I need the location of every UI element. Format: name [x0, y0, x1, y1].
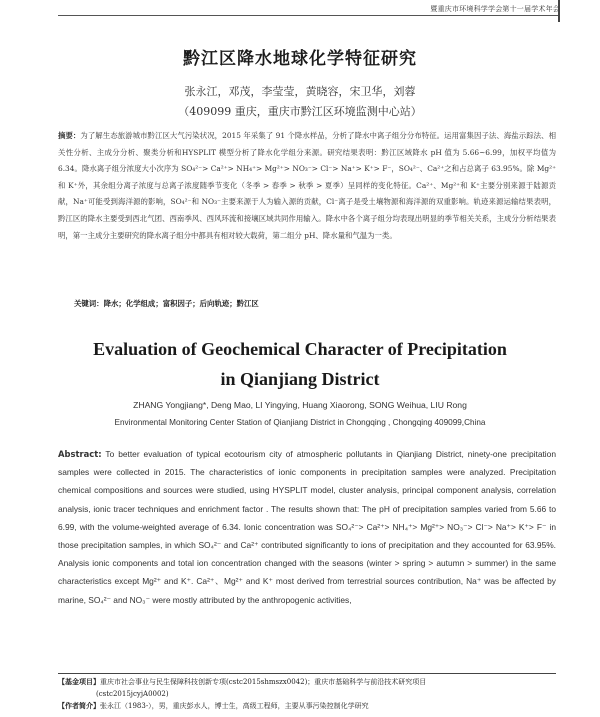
chinese-keywords-label: 关键词：	[74, 299, 104, 308]
running-header: 暨重庆市环境科学学会第十一届学术年会	[430, 5, 560, 13]
english-abstract	[58, 445, 556, 609]
footnotes	[58, 676, 568, 712]
author-footnote	[58, 700, 568, 712]
footnote-rule	[58, 673, 556, 674]
english-affiliation: Environmental Monitoring Center Station of Qianjiang District in Chongqing , Chongqing 409099,China	[114, 418, 486, 427]
author-bio: 张永江（1983-），男，重庆彭水人，博士生，高级工程师，主要从事污染控制化学研究	[100, 702, 369, 710]
english-title	[0, 334, 600, 394]
english-title-line-2: in Qianjiang District	[220, 369, 380, 389]
chinese-abstract	[58, 128, 556, 244]
page-edge-mark	[558, 0, 566, 22]
chinese-keywords-text: 降水；化学组成；富积因子；后向轨迹；黔江区	[103, 299, 259, 308]
english-title-line-1: Evaluation of Geochemical Character of Precipitation	[93, 339, 507, 359]
fund-footnote	[58, 676, 568, 688]
fund-label: 【基金项目】	[58, 678, 100, 686]
chinese-abstract-label: 摘要：	[58, 131, 81, 140]
chinese-affiliation: （409099 重庆，重庆市黔江区环境监测中心站）	[178, 105, 422, 118]
header-rule	[58, 15, 560, 16]
fund-line-2: (cstc2015jcyjA0002)	[96, 690, 169, 698]
english-abstract-label: Abstract:	[58, 449, 102, 459]
fund-line-1: 重庆市社会事业与民生保障科技创新专项(cstc2015shmszx0042)；重庆市基础科学与前沿技术研究项目	[100, 678, 427, 686]
author-label: 【作者简介】	[58, 702, 100, 710]
chinese-authors: 张永江，邓茂，李莹莹，黄晓容，宋卫华，刘蓉	[184, 85, 416, 98]
chinese-title: 黔江区降水地球化学特征研究	[183, 49, 417, 69]
chinese-abstract-text: 为了解生态旅游城市黔江区大气污染状况，2015 年采集了 91 个降水样品，分析了降水中离子组分分布特征。运用富集因子法、海盐示踪法、相关性分析、主成分分析、聚类分析和HYSPLIT 模型分析了降水化学组分来源。研究结果表明：黔江区域降水 pH 值为 5.66~6.99，加权平均值为 6.34。降水离子组分浓度大小次序为 SO₄²⁻> Ca²⁺> NH₄⁺> Mg²⁺> NO₃⁻> Cl⁻> Na⁺> K⁺> F⁻，SO₄²⁻、Ca²⁺之和占总离子 63.95%。除 Mg²⁺和 K⁺外，其余组分离子浓度与总离子浓度随季节变化（冬季 > 春季 > 秋季 > 夏季）呈同样的变化特征。Ca²⁺、Mg²⁺和 K⁺主要分别来源于陆源贡献，Na⁺可能受到海洋源的影响，SO₄²⁻和 NO₃⁻主要来源于人为输入源的贡献，Cl⁻离子是受土壤物源和海洋源的双重影响。轨迹来源运输结果表明，黔江区的降水主要受到西北气团、西南季风、西风环流和接壤区域共同作用输入。降水中各个离子组分均表现出明显的季节相关关系，主成分分析结果表明，第一主成分主要研究的降水离子组分中都具有相对较大载荷，第二组分 pH、降水量和气温为一类。	[58, 131, 556, 240]
english-authors: ZHANG Yongjiang*, Deng Mao, LI Yingying, Huang Xiaorong, SONG Weihua, LIU Rong	[133, 400, 467, 410]
chinese-keywords	[74, 298, 259, 309]
english-abstract-text: To better evaluation of typical ecotourism city of atmospheric pollutants in Qianjiang District, ninety-one precipitation samples were collected in 2015. The characteristics of ionic components in precipitation samples were analyzed. Precipitation chemical compositions and sources were studied, using HYSPLIT model, cluster analysis, principal component analysis, correlation analysis, ionic tracer techniques and enrichment factor . The results shown that: The pH of precipitation samples varied from 5.66 to 6.99, with the volume-weighted average of 6.34. Ionic concentration was SO₄²⁻> Ca²⁺> NH₄⁺> Mg²⁺> NO₃⁻> Cl⁻> Na⁺> K⁺> F⁻ in those precipitation samples, in which SO₄²⁻ and Ca²⁺ contributed significantly to ions of precipitation and they accounted for 63.95%. Analysis ionic components and total ion concentration changed with the seasons (winter > spring > autumn > summer) in the same characteristics except Mg²⁺ and K⁺. Ca²⁺、Mg²⁺ and K⁺ most derived from terrestrial sources contribution, Na⁺ was be affected by marine, SO₄²⁻ and NO₃⁻ were mostly attributed by the anthropogenic activities,	[58, 449, 556, 605]
